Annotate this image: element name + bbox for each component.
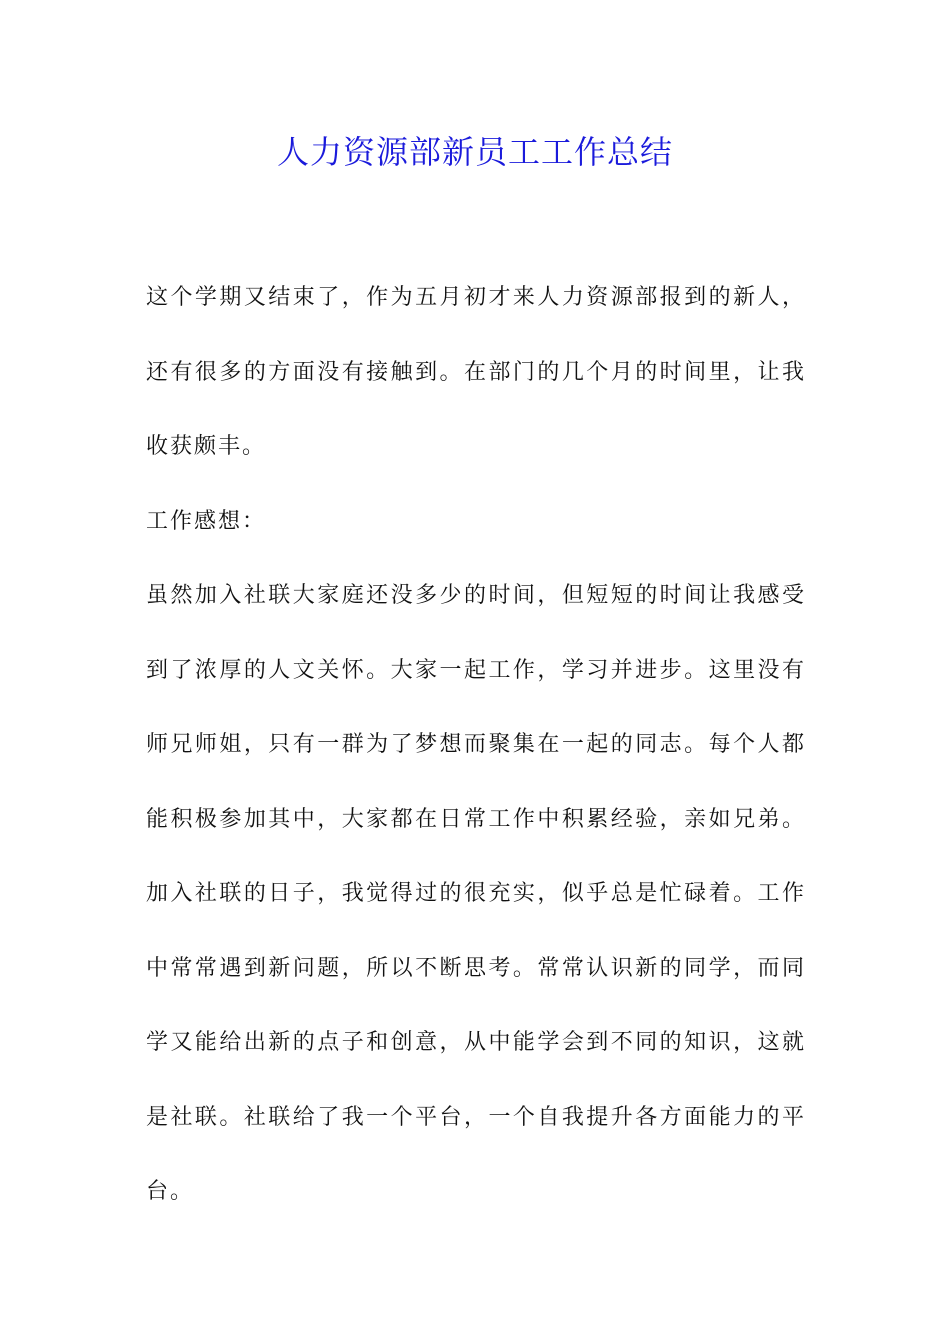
paragraph-intro: 这个学期又结束了，作为五月初才来人力资源部报到的新人，还有很多的方面没有接触到。在部门的几个月的时间里，让我收获颇丰。	[146, 285, 806, 459]
paragraph-heading-work-thoughts: 工作感想：	[146, 508, 267, 534]
document-title: 人力资源部新员工工作总结	[276, 133, 673, 171]
document-body	[146, 261, 806, 1230]
paragraph-work-thoughts: 虽然加入社联大家庭还没多少的时间，但短短的时间让我感受到了浓厚的人文关怀。大家一起工作，学习并进步。这里没有师兄师姐，只有一群为了梦想而聚集在一起的同志。每个人都能积极参加其中，大家都在日常工作中积累经验，亲如兄弟。加入社联的日子，我觉得过的很充实，似乎总是忙碌着。工作中常常遇到新问题，所以不断思考。常常认识新的同学，而同学又能给出新的点子和创意，从中能学会到不同的知识，这就是社联。社联给了我一个平台，一个自我提升各方面能力的平台。	[146, 583, 806, 1204]
